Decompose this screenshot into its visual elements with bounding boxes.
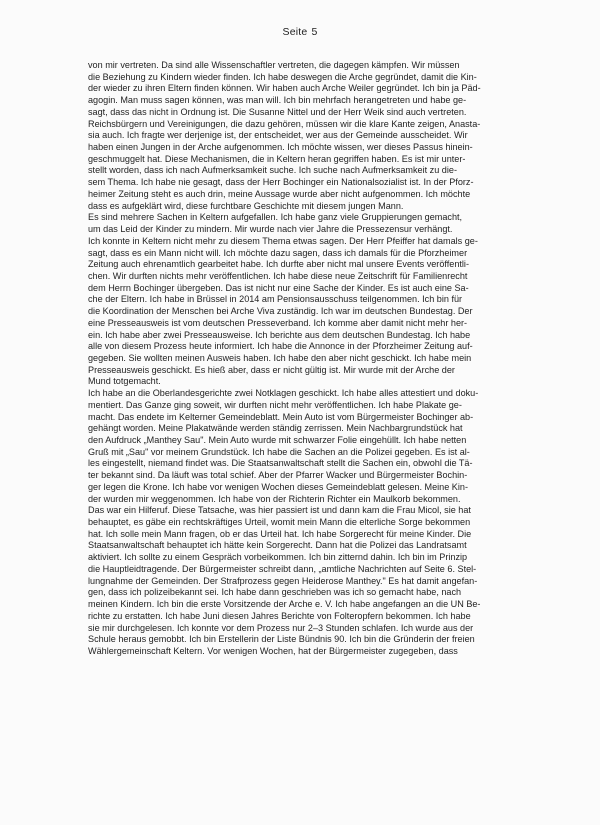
text-line: geschmuggelt hat. Diese Mechanismen, die in Keltern heran gegriffen haben. Es ist mir unter- bbox=[88, 153, 466, 164]
text-line: behauptet, es gäbe ein rechtskräftiges Urteil, womit mein Mann die elterliche Sorge bekommen bbox=[88, 517, 471, 528]
text-line: mentiert. Das Ganze ging soweit, wir durften nicht mehr veröffentlichen. Ich habe Plakate ge- bbox=[88, 399, 462, 410]
text-line: gegeben. Sie wollten meinen Ausweis haben. Ich habe den aber nicht geschickt. Ich habe mein bbox=[88, 352, 472, 363]
text-line: von mir vertreten. Da sind alle Wissenschaftler vertreten, die dagegen kämpfen. Wir müssen bbox=[88, 60, 460, 70]
text-line: hat. Ich solle mein Mann fragen, ob er das Urteil hat. Ich habe Sorgerecht für meine Kinder. Die bbox=[88, 528, 472, 539]
text-line: sagt, dass es ein Mann nicht will. Ich möchte dazu sagen, dass ich damals für die Pforzheimer bbox=[88, 247, 468, 258]
text-line: sagt, dass das nicht in Ordnung ist. Die Susanne Nittel und der Herr Weik sind auch vertreten. bbox=[88, 106, 467, 117]
text-line: macht. Das endete im Kelterner Gemeindeblatt. Mein Auto ist vom Bürgermeister Bochinger ab- bbox=[88, 411, 474, 422]
page-number: 5 bbox=[311, 26, 318, 38]
text-line: alle von diesem Prozess heute informiert. Ich habe die Annonce in der Pforzheimer Zeitung auf- bbox=[88, 341, 473, 352]
text-line: dass es aufgeklärt wird, diese furchtbare Geschichte mit diesem jungen Mann. bbox=[88, 200, 404, 211]
text-line: Zeitung auch ehrenamtlich gearbeitet habe. Ich durfte aber nicht mal unsere Events veröffentli- bbox=[88, 259, 469, 270]
text-line: heimer Zeitung steht es auch drin, meine Aussage wurde aber nicht aufgenommen. Ich möchte bbox=[88, 188, 471, 199]
text-line: die Beziehung zu Kindern wieder finden. Ich habe deswegen die Arche gegründet, damit die Kin- bbox=[88, 71, 477, 82]
body-text bbox=[88, 60, 534, 658]
text-line: Staatsanwaltschaft behauptet ich hätte kein Sorgerecht. Dann hat die Polizei das Landratsamt bbox=[88, 540, 467, 551]
text-line: gen, dass ich polizeibekannt sei. Ich habe dann geschrieben was ich so gemacht habe, nach bbox=[88, 587, 462, 598]
page-header bbox=[0, 26, 600, 38]
text-line: agogin. Man muss sagen können, was man will. Ich bin mehrfach herangetreten und habe ge- bbox=[88, 95, 467, 106]
text-line: aktiviert. Ich sollte zu einem Gespräch vorbeikommen. Ich bin zitternd dahin. Ich bin im Prinzip bbox=[88, 552, 468, 563]
text-line: die Hauptleidtragende. Der Bürgermeister schreibt dann, „amtliche Nachrichten auf Seite 6. Stel- bbox=[88, 563, 477, 574]
text-line: stellt worden, dass ich nach Aufmerksamkeit suche. Ich suche nach Aufmerksamkeit zu die- bbox=[88, 165, 457, 176]
text-line: Es sind mehrere Sachen in Keltern aufgefallen. Ich habe ganz viele Gruppierungen gemacht, bbox=[88, 212, 463, 223]
text-line: ger legen die Krone. Ich habe vor wenigen Wochen dieses Gemeindeblatt gelesen. Meine Kin- bbox=[88, 481, 468, 492]
text-line: gehängt worden. Meine Plakatwände werden ständig zerrissen. Mein Nachbargrundstück hat bbox=[88, 423, 463, 434]
text-line: den Aufdruck „Manthey Sau". Mein Auto wurde mit schwarzer Folie eingehüllt. Ich habe netten bbox=[88, 435, 467, 445]
text-line: richte zu erstatten. Ich habe Juni diesen Jahres Berichte von Folteropfern bekommen. Ich habe bbox=[88, 610, 471, 621]
text-line: lungnahme der Gemeinden. Der Strafprozess gegen Heiderose Manthey." Es hat damit angefan- bbox=[88, 575, 478, 586]
text-line: haben einen Jungen in der Arche aufgenommen. Ich möchte wissen, wer dieses Passus hinein- bbox=[88, 142, 473, 153]
text-line: Gruß mit „Sau" vor meinem Grundstück. Ich habe die Sachen an die Polizei gegeben. Es ist al- bbox=[88, 446, 470, 457]
text-line: Wählergemeinschaft Keltern. Vor wenigen Wochen, hat der Bürgermeister zugegeben, dass bbox=[88, 645, 458, 656]
text-line: Ich konnte in Keltern nicht mehr zu diesem Thema etwas sagen. Der Herr Pfeiffer hat damals ge- bbox=[88, 235, 478, 246]
text-line: Ich habe an die Oberlandesgerichte zwei Notklagen geschickt. Ich habe alles attestiert und doku- bbox=[88, 388, 479, 399]
text-line: sie mir durchgelesen. Ich konnte vor dem Prozess nur 2–3 Stunden schlafen. Ich wurde aus der bbox=[88, 622, 474, 633]
text-line: eine Presseausweis ist vom deutschen Presseverband. Ich komme aber damit nicht mehr her- bbox=[88, 317, 468, 328]
text-line: Reichsbürgern und Vereinigungen, die dazu gehören, müssen wir die klare Kante zeigen, Anasta- bbox=[88, 118, 481, 129]
text-line: der wieder zu ihren Eltern finden können. Wir haben auch Arche Weiler gegründet. Ich bin ja Päd- bbox=[88, 83, 481, 94]
page-label: Seite bbox=[282, 26, 308, 38]
text-line: dem Herrn Bochinger übergeben. Das ist nicht nur eine Sache der Kinder. Es ist auch eine Sa- bbox=[88, 282, 469, 293]
text-line: che der Eltern. Ich habe in Brüssel in 2014 am Pensionsausschuss teilgenommen. Ich bin für bbox=[88, 294, 463, 305]
text-line: um das Leid der Kinder zu mindern. Mir wurde nach vier Jahre die Pressezensur verhängt. bbox=[88, 224, 453, 235]
text-line: Das war ein Hilferuf. Diese Tatsache, was hier passiert ist und dann kam die Frau Micol, sie hat bbox=[88, 505, 471, 516]
text-line: ein. Ich habe aber zwei Presseausweise. Ich berichte aus dem deutschen Bundestag. Ich habe bbox=[88, 329, 471, 340]
text-line: Mund totgemacht. bbox=[88, 376, 161, 387]
text-line: sia auch. Ich fragte wer derjenige ist, der entscheidet, wer aus der Gemeinde ausscheidet. Wir bbox=[88, 130, 468, 141]
text-line: Presseausweis geschickt. Es hieß aber, dass er nicht gültig ist. Mir wurde mit der Arche der bbox=[88, 364, 455, 375]
text-line: les eingestellt, niemand findet was. Die Staatsanwaltschaft stellt die Sachen ein, obwohl die Tä- bbox=[88, 458, 473, 469]
text-line: ter bekannt sind. Da läuft was total schief. Aber der Pfarrer Wacker und Bürgermeister Bochin- bbox=[88, 470, 468, 481]
text-line: der wurden mir weggenommen. Ich habe von der Richterin Richter ein Maulkorb bekommen. bbox=[88, 493, 461, 504]
text-line: chen. Wir durften nichts mehr veröffentlichen. Ich habe diese neue Zeitschrift für Familienrecht bbox=[88, 270, 468, 281]
text-line: meinen Kindern. Ich bin die erste Vorsitzende der Arche e. V. Ich habe angefangen an die UN Be- bbox=[88, 599, 481, 610]
text-line: Schule heraus gemobbt. Ich bin Erstellerin der Liste Bündnis 90. Ich bin die Gründerin der freien bbox=[88, 634, 475, 645]
text-line: die Koordination der Menschen bei Arche Viva zuständig. Ich war im deutschen Bundestag. Der bbox=[88, 306, 473, 317]
text-line: sem Thema. Ich habe nie gesagt, dass der Herr Bochinger ein Nationalsozialist ist. In der Pforz- bbox=[88, 177, 474, 188]
